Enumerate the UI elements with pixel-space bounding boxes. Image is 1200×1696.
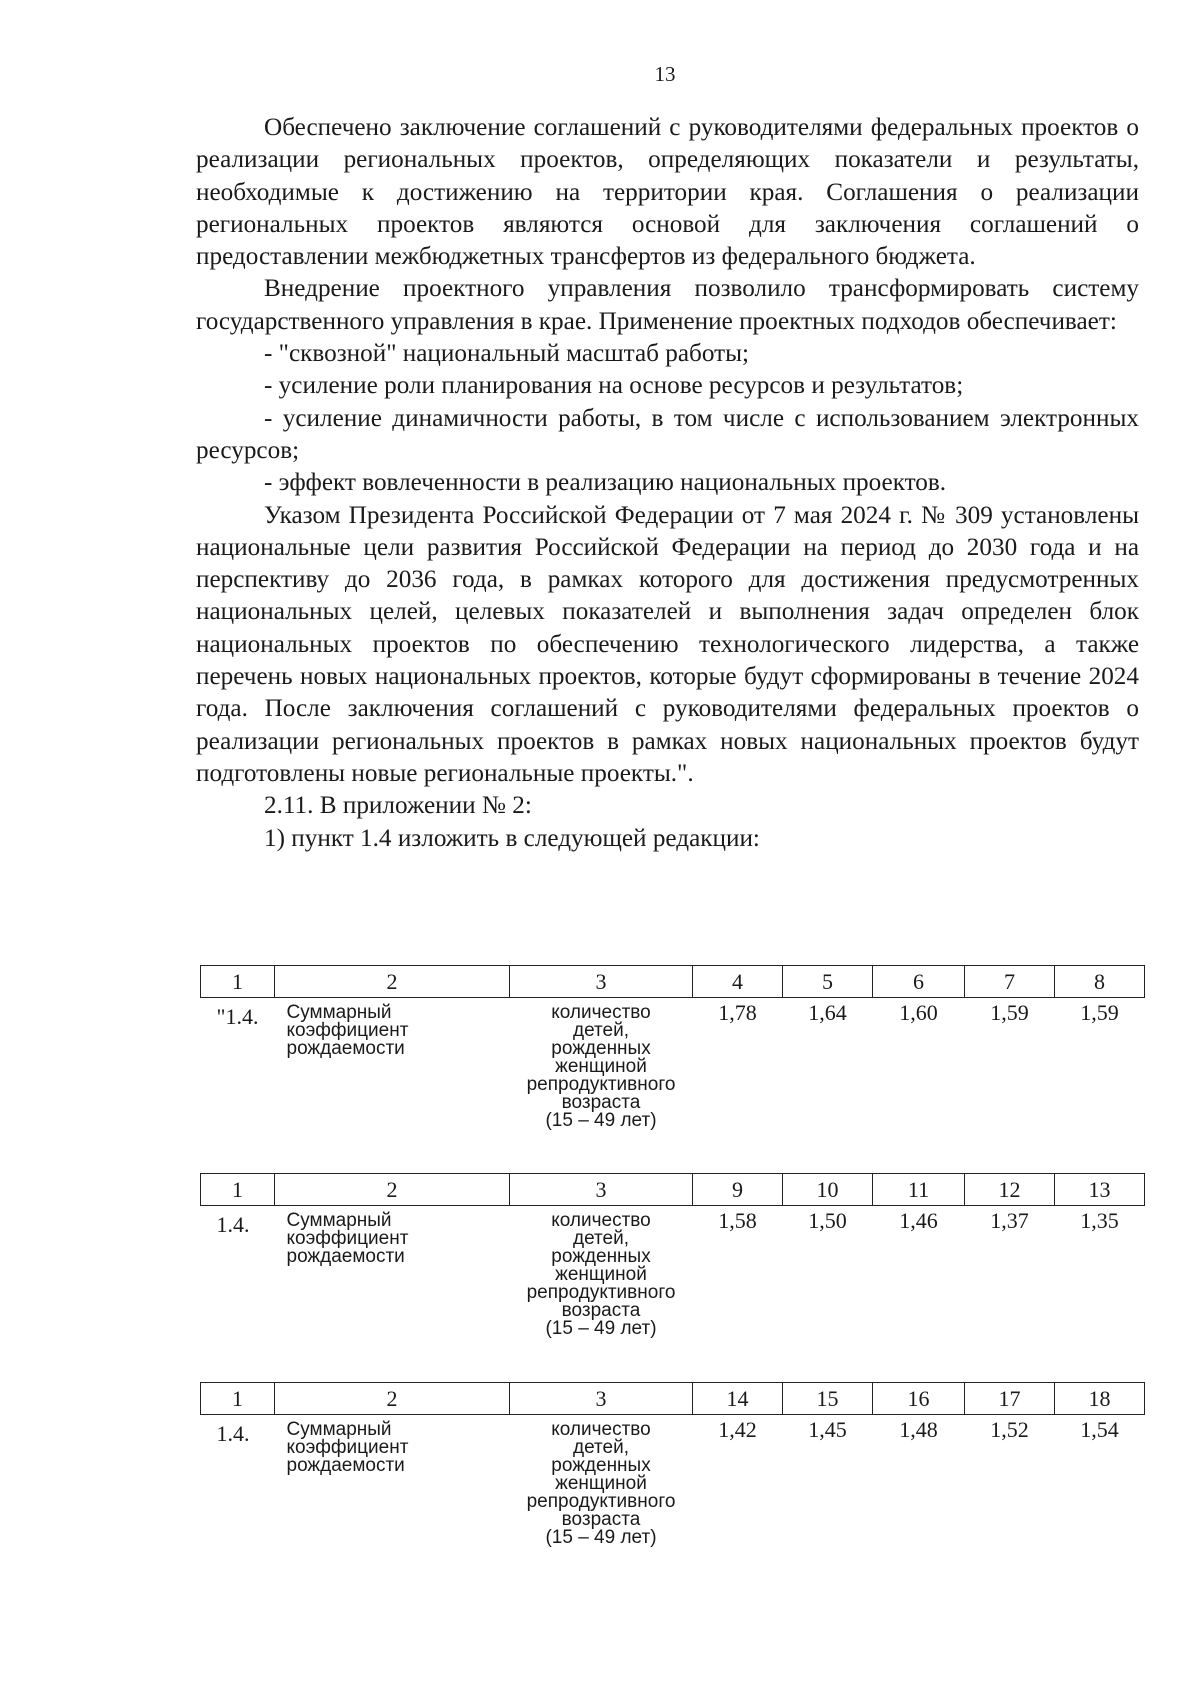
table-header-cell: 7: [965, 966, 1055, 998]
table-header-cell: 16: [873, 1383, 965, 1415]
value-cell: 1,42: [718, 1417, 757, 1442]
unit-line: (15 – 49 лет): [545, 1318, 657, 1339]
table-header-cell: 9: [693, 1174, 783, 1206]
row-number: 1.4.: [216, 1212, 250, 1237]
table-header-row: [201, 1174, 1145, 1206]
table-header-cell: 3: [510, 966, 693, 998]
unit-line: (15 – 49 лет): [545, 1110, 657, 1131]
value-cell: 1,59: [1080, 1000, 1119, 1025]
list-item-dynamics: - усиление динамичности работы, в том числе с использованием электронных ресурсов;: [196, 404, 1139, 464]
row-number: "1.4.: [216, 1004, 259, 1029]
unit-line: возраста: [561, 1092, 641, 1113]
indicator-table-1: [200, 965, 1145, 1130]
unit-line: детей,: [573, 1020, 629, 1041]
value-cell: 1,59: [990, 1000, 1029, 1025]
table-header-cell: 18: [1055, 1383, 1145, 1415]
table-row: [201, 1206, 1145, 1339]
unit-line: рожденных: [551, 1455, 651, 1476]
unit-line: количество: [551, 1210, 651, 1231]
unit-line: рожденных: [551, 1038, 651, 1059]
list-item-planning: - усиление роли планирования на основе ресурсов и результатов;: [264, 372, 964, 400]
list-item-scale: - "сквозной" национальный масштаб работы;: [264, 340, 750, 368]
unit-of-measure: [510, 1415, 693, 1548]
table-header-cell: 17: [965, 1383, 1055, 1415]
indicator-name-line: рождаемости: [286, 1246, 405, 1267]
row-number: 1.4.: [216, 1421, 250, 1446]
table-header-cell: 3: [510, 1174, 693, 1206]
unit-line: репродуктивного: [526, 1282, 676, 1303]
paragraph-presidential-decree: Указом Президента Российской Федерации от 7 мая 2024 г. № 309 установлены национальные цели развития Российской Федерации на период до 2030 года и на перспективу до 2036 года, в рамках которого для достижения предусмотренных национальных целей, целевых показателей и выполнения задач определен блок национальных проектов по обеспечению технологического лидерства, а также перечень новых национальных проектов, которые будут сформированы в течение 2024 года. После заключения соглашений с руководителями федеральных проектов о реализации региональных проектов в рамках новых национальных проектов будут подготовлены новые региональные проекты.".: [196, 501, 1139, 787]
value-cell: 1,78: [718, 1000, 757, 1025]
table-header-cell: 13: [1055, 1174, 1145, 1206]
unit-line: репродуктивного: [526, 1074, 676, 1095]
page-number: 13: [654, 62, 676, 86]
table-header-row: [201, 966, 1145, 998]
unit-of-measure: [510, 998, 693, 1131]
table-header-cell: 1: [201, 1174, 275, 1206]
document-body: [196, 112, 1139, 855]
table-header-cell: 1: [201, 966, 275, 998]
unit-line: количество: [551, 1419, 651, 1440]
indicator-name: [275, 1415, 510, 1548]
table-header-cell: 4: [693, 966, 783, 998]
table-header-cell: 12: [965, 1174, 1055, 1206]
value-cell: 1,58: [718, 1208, 757, 1233]
indicator-name-line: Суммарный: [286, 1210, 392, 1231]
paragraph-appendix-2: 2.11. В приложении № 2:: [264, 792, 532, 820]
unit-line: детей,: [573, 1437, 629, 1458]
value-cell: 1,60: [899, 1000, 938, 1025]
table-header-cell: 3: [510, 1383, 693, 1415]
unit-line: рожденных: [551, 1246, 651, 1267]
table-row: [201, 998, 1145, 1131]
value-cell: 1,45: [808, 1417, 847, 1442]
table-header-cell: 14: [693, 1383, 783, 1415]
value-cell: 1,37: [990, 1208, 1029, 1233]
value-cell: 1,54: [1080, 1417, 1119, 1442]
unit-line: женщиной: [555, 1056, 647, 1077]
table-header-cell: 5: [783, 966, 873, 998]
table-header-cell: 6: [873, 966, 965, 998]
value-cell: 1,48: [899, 1417, 938, 1442]
indicator-name: [275, 998, 510, 1131]
unit-line: женщиной: [555, 1264, 647, 1285]
indicator-table-2: [200, 1173, 1145, 1338]
table-header-cell: 15: [783, 1383, 873, 1415]
unit-line: (15 – 49 лет): [545, 1527, 657, 1548]
paragraph-agreements: Обеспечено заключение соглашений с руководителями федеральных проектов о реализации региональных проектов, определяющих показатели и результаты, необходимые к достижению на территории края. Соглашения о реализации региональных проектов являются основой для заключения соглашений о предоставлении межбюджетных трансфертов из федерального бюджета.: [196, 114, 1139, 271]
table-header-cell: 10: [783, 1174, 873, 1206]
unit-line: репродуктивного: [526, 1491, 676, 1512]
unit-line: женщиной: [555, 1473, 647, 1494]
unit-line: возраста: [561, 1300, 641, 1321]
unit-line: детей,: [573, 1228, 629, 1249]
indicator-name-line: коэффициент: [286, 1228, 409, 1249]
paragraph-project-management: Внедрение проектного управления позволило трансформировать систему государственного управления в крае. Применение проектных подходов обеспечивает:: [196, 275, 1139, 335]
indicator-name: [275, 1206, 510, 1339]
unit-line: возраста: [561, 1509, 641, 1530]
table-header-cell: 11: [873, 1174, 965, 1206]
value-cell: 1,64: [808, 1000, 847, 1025]
indicator-name-line: коэффициент: [286, 1020, 409, 1041]
table-header-row: [201, 1383, 1145, 1415]
indicator-name-line: Суммарный: [286, 1002, 392, 1023]
value-cell: 1,52: [990, 1417, 1029, 1442]
table-header-cell: 2: [275, 966, 510, 998]
value-cell: 1,50: [808, 1208, 847, 1233]
indicator-name-line: рождаемости: [286, 1455, 405, 1476]
indicator-name-line: Суммарный: [286, 1419, 392, 1440]
indicator-name-line: коэффициент: [286, 1437, 409, 1458]
unit-of-measure: [510, 1206, 693, 1339]
unit-line: количество: [551, 1002, 651, 1023]
value-cell: 1,46: [899, 1208, 938, 1233]
indicator-name-line: рождаемости: [286, 1038, 405, 1059]
table-header-cell: 1: [201, 1383, 275, 1415]
indicator-table-3: [200, 1382, 1145, 1547]
table-header-cell: 8: [1055, 966, 1145, 998]
list-item-involvement: - эффект вовлеченности в реализацию национальных проектов.: [264, 469, 947, 497]
table-header-cell: 2: [275, 1174, 510, 1206]
paragraph-item-1-4: 1) пункт 1.4 изложить в следующей редакции:: [264, 824, 760, 852]
table-header-cell: 2: [275, 1383, 510, 1415]
value-cell: 1,35: [1080, 1208, 1119, 1233]
table-row: [201, 1415, 1145, 1548]
